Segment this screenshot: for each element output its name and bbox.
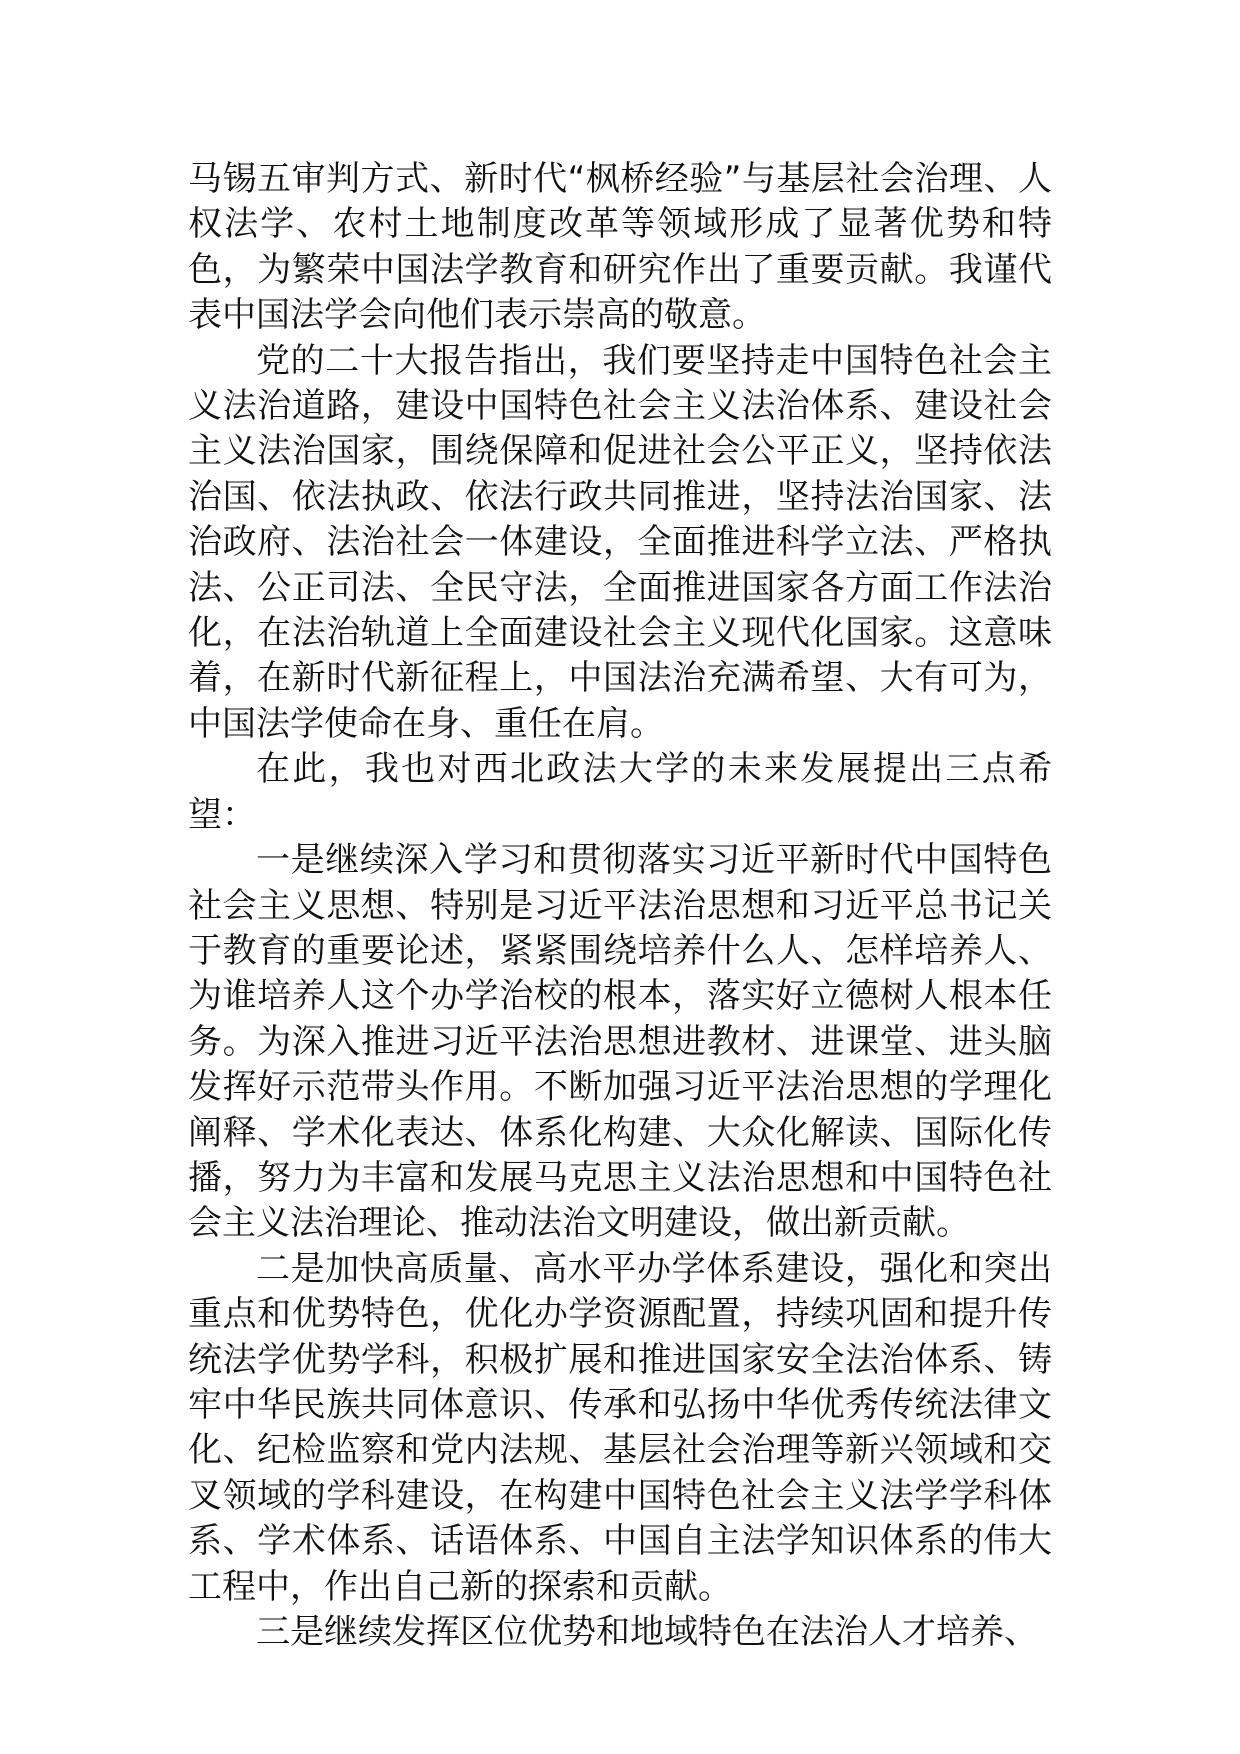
paragraph-hope-three: 三是继续发挥区位优势和地域特色在法治人才培养、 [256, 1612, 1038, 1652]
paragraph-hope-one: 一是继续深入学习和贯彻落实习近平新时代中国特色社会主义思想、特别是习近平法治思想和习近平总书记关于教育的重要论述，紧紧围绕培养什么人、怎样培养人、为谁培养人这个办学治校的根本，落实好立德树人根本任务。为深入推进习近平法治思想进教材、进课堂、进头脑发挥好示范带头作用。不断加强习近平法治思想的学理化阐释、学术化表达、体系化构建、大众化解读、国际化传播，努力为丰富和发展马克思主义法治思想和中国特色社会主义法治理论、推动法治文明建设，做出新贡献。 [188, 840, 1052, 1244]
document-body [188, 157, 1052, 1655]
paragraph-three-hopes-intro: 在此，我也对西北政法大学的未来发展提出三点希望： [188, 749, 1052, 835]
paragraph-party-congress-report: 党的二十大报告指出，我们要坚持走中国特色社会主义法治道路，建设中国特色社会主义法治体系、建设社会主义法治国家，围绕保障和促进社会公平正义，坚持依法治国、依法执政、依法行政共同推进，坚持法治国家、法治政府、法治社会一体建设，全面推进科学立法、严格执法、公正司法、全民守法，全面推进国家各方面工作法治化，在法治轨道上全面建设社会主义现代化国家。这意味着，在新时代新征程上，中国法治充满希望、大有可为，中国法学使命在身、重任在肩。 [188, 340, 1052, 744]
paragraph-continuation: 马锡五审判方式、新时代“枫桥经验”与基层社会治理、人权法学、农村土地制度改革等领域形成了显著优势和特色，为繁荣中国法学教育和研究作出了重要贡献。我谨代表中国法学会向他们表示崇高的敬意。 [188, 159, 1052, 336]
paragraph-hope-two: 二是加快高质量、高水平办学体系建设，强化和突出重点和优势特色，优化办学资源配置，持续巩固和提升传统法学优势学科，积极扩展和推进国家安全法治体系、铸牢中华民族共同体意识、传承和弘扬中华优秀传统法律文化、纪检监察和党内法规、基层社会治理等新兴领域和交叉领域的学科建设，在构建中国特色社会主义法学学科体系、学术体系、话语体系、中国自主法学知识体系的伟大工程中，作出自己新的探索和贡献。 [188, 1248, 1052, 1607]
